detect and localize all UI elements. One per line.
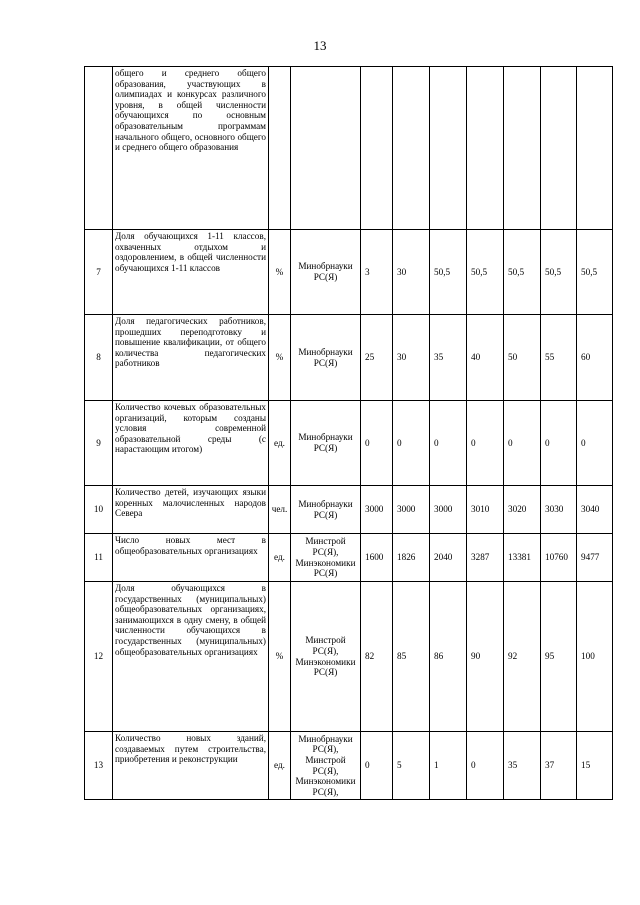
indicator-description: Доля обучающихся 1-11 классов, охваченных отдыхом и оздоровлением, в общей численности обучающихся 1-11 классов — [113, 230, 269, 315]
value-cell: 30 — [393, 315, 430, 401]
value-cell: 3 — [361, 230, 393, 315]
value-cell: 60 — [577, 315, 613, 401]
responsible-body: Минобрнауки РС(Я) — [291, 315, 361, 401]
row-number: 9 — [85, 401, 113, 486]
value-cell: 50 — [504, 315, 541, 401]
indicators-table — [84, 66, 613, 800]
indicator-description: Доля педагогических работников, прошедших переподготовку и повышение квалификации, от общего количества педагогических работников — [113, 315, 269, 401]
table-row — [85, 315, 613, 401]
value-cell: 85 — [393, 582, 430, 732]
value-cell: 95 — [541, 582, 577, 732]
table-row — [85, 486, 613, 534]
unit-of-measure: ед. — [269, 534, 291, 582]
value-cell — [361, 67, 393, 230]
value-cell: 10760 — [541, 534, 577, 582]
value-cell: 15 — [577, 732, 613, 800]
responsible-body: Минстрой РС(Я), Минэкономики РС(Я) — [291, 582, 361, 732]
value-cell: 1600 — [361, 534, 393, 582]
table-row — [85, 732, 613, 800]
value-cell: 55 — [541, 315, 577, 401]
value-cell: 0 — [577, 401, 613, 486]
page-number: 13 — [313, 38, 327, 53]
value-cell: 0 — [467, 732, 504, 800]
unit-of-measure: % — [269, 230, 291, 315]
value-cell: 3000 — [393, 486, 430, 534]
value-cell: 1826 — [393, 534, 430, 582]
indicator-description: Число новых мест в общеобразовательных организациях — [113, 534, 269, 582]
unit-of-measure: ед. — [269, 732, 291, 800]
value-cell: 0 — [430, 401, 467, 486]
value-cell: 100 — [577, 582, 613, 732]
row-number: 11 — [85, 534, 113, 582]
table-row — [85, 67, 613, 230]
value-cell: 50,5 — [504, 230, 541, 315]
table-row — [85, 401, 613, 486]
responsible-body — [291, 67, 361, 230]
unit-of-measure: % — [269, 582, 291, 732]
row-number: 13 — [85, 732, 113, 800]
row-number: 8 — [85, 315, 113, 401]
row-number: 7 — [85, 230, 113, 315]
responsible-body: Минобрнауки РС(Я) — [291, 230, 361, 315]
value-cell — [430, 67, 467, 230]
unit-of-measure: чел. — [269, 486, 291, 534]
value-cell: 50,5 — [430, 230, 467, 315]
responsible-body: Минстрой РС(Я), Минэкономики РС(Я) — [291, 534, 361, 582]
value-cell: 0 — [361, 732, 393, 800]
value-cell: 5 — [393, 732, 430, 800]
row-number: 10 — [85, 486, 113, 534]
value-cell: 92 — [504, 582, 541, 732]
unit-of-measure — [269, 67, 291, 230]
value-cell: 35 — [504, 732, 541, 800]
value-cell: 0 — [541, 401, 577, 486]
value-cell: 0 — [393, 401, 430, 486]
value-cell — [467, 67, 504, 230]
responsible-body: Минобрнауки РС(Я), Минстрой РС(Я), Минэкономики РС(Я), — [291, 732, 361, 800]
value-cell: 50,5 — [541, 230, 577, 315]
value-cell: 90 — [467, 582, 504, 732]
value-cell: 13381 — [504, 534, 541, 582]
value-cell: 0 — [504, 401, 541, 486]
value-cell: 0 — [467, 401, 504, 486]
value-cell — [577, 67, 613, 230]
indicator-description: Количество детей, изучающих языки коренных малочисленных народов Севера — [113, 486, 269, 534]
responsible-body: Минобрнауки РС(Я) — [291, 401, 361, 486]
value-cell: 40 — [467, 315, 504, 401]
unit-of-measure: ед. — [269, 401, 291, 486]
value-cell: 3040 — [577, 486, 613, 534]
value-cell: 3000 — [430, 486, 467, 534]
value-cell: 3020 — [504, 486, 541, 534]
value-cell: 0 — [361, 401, 393, 486]
indicator-description: Доля обучающихся в государственных (муниципальных) общеобразовательных организациях, занимающихся в одну смену, в общей численности обучающихся в государственных (муниципальных) общеобразовательных организациях — [113, 582, 269, 732]
value-cell: 3010 — [467, 486, 504, 534]
value-cell: 9477 — [577, 534, 613, 582]
value-cell — [504, 67, 541, 230]
indicator-description: Количество новых зданий, создаваемых путем строительства, приобретения и реконструкции — [113, 732, 269, 800]
value-cell — [541, 67, 577, 230]
value-cell: 30 — [393, 230, 430, 315]
value-cell: 82 — [361, 582, 393, 732]
indicator-description: общего и среднего общего образования, участвующих в олимпиадах и конкурсах различного уровня, в общей численности обучающихся по основным образовательным программам начального общего, основного общего и среднего общего образования — [113, 67, 269, 230]
responsible-body: Минобрнауки РС(Я) — [291, 486, 361, 534]
value-cell: 35 — [430, 315, 467, 401]
value-cell: 50,5 — [467, 230, 504, 315]
value-cell: 25 — [361, 315, 393, 401]
value-cell: 3000 — [361, 486, 393, 534]
value-cell — [393, 67, 430, 230]
table-row — [85, 230, 613, 315]
value-cell: 50,5 — [577, 230, 613, 315]
table-row — [85, 582, 613, 732]
value-cell: 1 — [430, 732, 467, 800]
value-cell: 3030 — [541, 486, 577, 534]
row-number — [85, 67, 113, 230]
value-cell: 37 — [541, 732, 577, 800]
row-number: 12 — [85, 582, 113, 732]
value-cell: 2040 — [430, 534, 467, 582]
value-cell: 3287 — [467, 534, 504, 582]
value-cell: 86 — [430, 582, 467, 732]
table-row — [85, 534, 613, 582]
indicator-description: Количество кочевых образовательных организаций, которым созданы условия современной образовательной среды (с нарастающим итогом) — [113, 401, 269, 486]
unit-of-measure: % — [269, 315, 291, 401]
